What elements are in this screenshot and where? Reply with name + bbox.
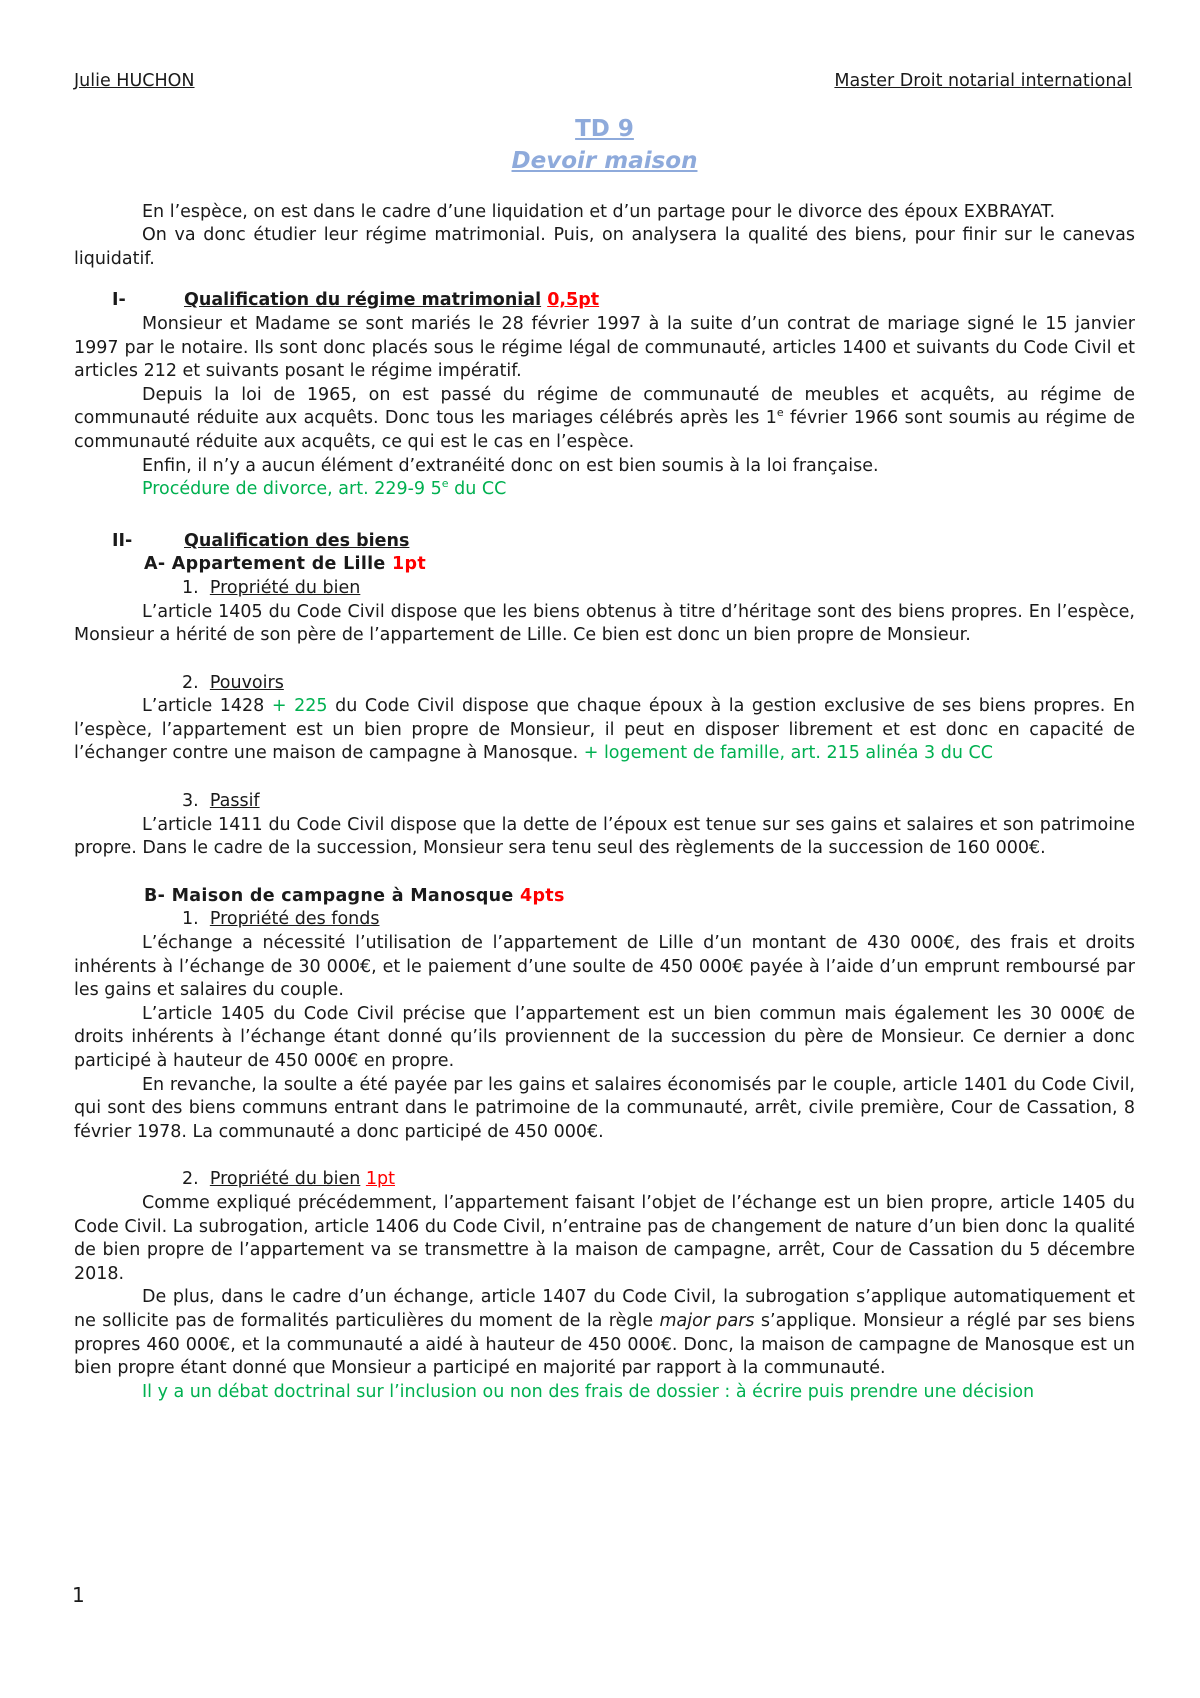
subsection-a2-heading: 2. Pouvoirs	[182, 672, 284, 693]
section-1-points: 0,5pt	[547, 290, 600, 311]
subsection-b2-paragraph-2: De plus, dans le cadre d’un échange, article 1407 du Code Civil, la subrogation s’applique automatiquement et ne sollicite pas de formalités particulières du moment de la règle major pars s’applique. Monsieur a réglé par ses biens propres 460 000€, et la communauté a aidé à hauteur de 450 000€. Donc, la maison de campagne de Manosque est un bien propre étant donné que Monsieur a participé en majorité par rapport à la communauté.	[74, 1287, 1135, 1379]
section-1-note: Procédure de divorce, art. 229-9 5e du CC	[142, 477, 507, 500]
subsection-a3-heading: 3. Passif	[182, 791, 260, 812]
page-header	[74, 70, 1135, 94]
subsection-b1-paragraph-1: L’échange a nécessité l’utilisation de l’appartement de Lille d’un montant de 430 000€, des frais et droits inhérents à l’échange de 30 000€, et le paiement d’une soulte de 450 000€ payée à l’aide d’un emprunt remboursé par les gains et salaires du couple.	[74, 933, 1135, 1001]
intro-paragraph-1: En l’espèce, on est dans le cadre d’une liquidation et d’un partage pour le divorce des époux EXBRAYAT.	[142, 201, 1056, 222]
subsection-a-points: 1pt	[392, 554, 426, 575]
section-2-number: II-	[112, 530, 133, 551]
subsection-a3-paragraph: L’article 1411 du Code Civil dispose que la dette de l’époux est tenue sur ses gains et salaires et son patrimoine propre. Dans le cadre de la succession, Monsieur sera tenu seul des règlements de la succession de 160 000€.	[74, 814, 1135, 859]
subsection-b-points: 4pts	[519, 885, 565, 906]
subsection-a-title: A- Appartement de Lille	[144, 554, 386, 575]
subsection-b2-points: 1pt	[365, 1169, 396, 1190]
section-1-paragraph-2: Depuis la loi de 1965, on est passé du régime de communauté de meubles et acquêts, au régime de communauté réduite aux acquêts. Donc tous les mariages célébrés après les 1e février 1966 sont soumis au régime de communauté réduite aux acquêts, ce qui est le cas en l’espèce.	[74, 384, 1135, 452]
subsection-a1-heading: 1. Propriété du bien	[182, 577, 361, 598]
subsection-b1-paragraph-3: En revanche, la soulte a été payée par les gains et salaires économisés par le couple, article 1401 du Code Civil, qui sont des biens communs entrant dans le patrimoine de la communauté, arrêt, civile première, Cour de Cassation, 8 février 1978. La communauté a donc participé de 450 000€.	[74, 1074, 1135, 1142]
subsection-b1-paragraph-2: L’article 1405 du Code Civil précise que l’appartement est un bien commun mais également les 30 000€ de droits inhérents à l’échange étant donné qu’ils proviennent de la succession du père de Monsieur. Ce dernier a donc participé à hauteur de 450 000€ en propre.	[74, 1003, 1135, 1071]
subsection-b2-paragraph-1: Comme expliqué précédemment, l’appartement faisant l’objet de l’échange est un bien propre, article 1405 du Code Civil. La subrogation, article 1406 du Code Civil, n’entraine pas de changement de nature d’un bien donc la qualité de bien propre de l’appartement va se transmettre à la maison de campagne, arrêt, Cour de Cassation du 5 décembre 2018.	[74, 1192, 1135, 1284]
subsection-b2-heading: 2. Propriété du bien 1pt	[182, 1169, 396, 1190]
section-1-title: Qualification du régime matrimonial	[184, 290, 542, 311]
author-name: Julie HUCHON	[74, 71, 195, 91]
page-number: 1	[72, 1583, 85, 1607]
section-1-number: I-	[112, 290, 126, 311]
subsection-a2-paragraph: L’article 1428 + 225 du Code Civil dispose que chaque époux à la gestion exclusive de ses biens propres. En l’espèce, l’appartement est un bien propre de Monsieur, il peut en disposer librement et est donc en capacité de l’échanger contre une maison de campagne à Manosque. + logement de famille, art. 215 alinéa 3 du CC	[74, 696, 1135, 764]
subsection-b-title: B- Maison de campagne à Manosque	[144, 885, 514, 906]
intro-paragraph-2: On va donc étudier leur régime matrimonial. Puis, on analysera la qualité des biens, pour finir sur le canevas liquidatif.	[74, 225, 1135, 269]
section-1-paragraph-1: Monsieur et Madame se sont mariés le 28 février 1997 à la suite d’un contrat de mariage signé le 15 janvier 1997 par le notaire. Ils sont donc placés sous le régime légal de communauté, articles 1400 et suivants du Code Civil et articles 212 et suivants posant le régime impératif.	[74, 313, 1135, 382]
section-1-paragraph-3: Enfin, il n’y a aucun élément d’extranéité donc on est bien soumis à la loi française.	[142, 455, 879, 476]
subsection-a-heading	[74, 553, 1135, 577]
subsection-b1-heading: 1. Propriété des fonds	[182, 909, 380, 930]
page-content	[74, 70, 1135, 1404]
section-2-title: Qualification des biens	[184, 530, 410, 551]
doc-title: TD 9	[575, 115, 634, 142]
subsection-b-heading	[74, 885, 1135, 909]
subsection-b2-note: Il y a un débat doctrinal sur l’inclusion ou non des frais de dossier : à écrire puis prendre une décision	[142, 1381, 1035, 1402]
doc-subtitle: Devoir maison	[511, 147, 698, 174]
section-1-heading	[74, 289, 1135, 313]
program-name: Master Droit notarial international	[834, 71, 1132, 91]
subsection-a1-paragraph: L’article 1405 du Code Civil dispose que les biens obtenus à titre d’héritage sont des biens propres. En l’espèce, Monsieur a hérité de son père de l’appartement de Lille. Ce bien est donc un bien propre de Monsieur.	[74, 601, 1135, 646]
section-2-heading	[74, 530, 1135, 554]
